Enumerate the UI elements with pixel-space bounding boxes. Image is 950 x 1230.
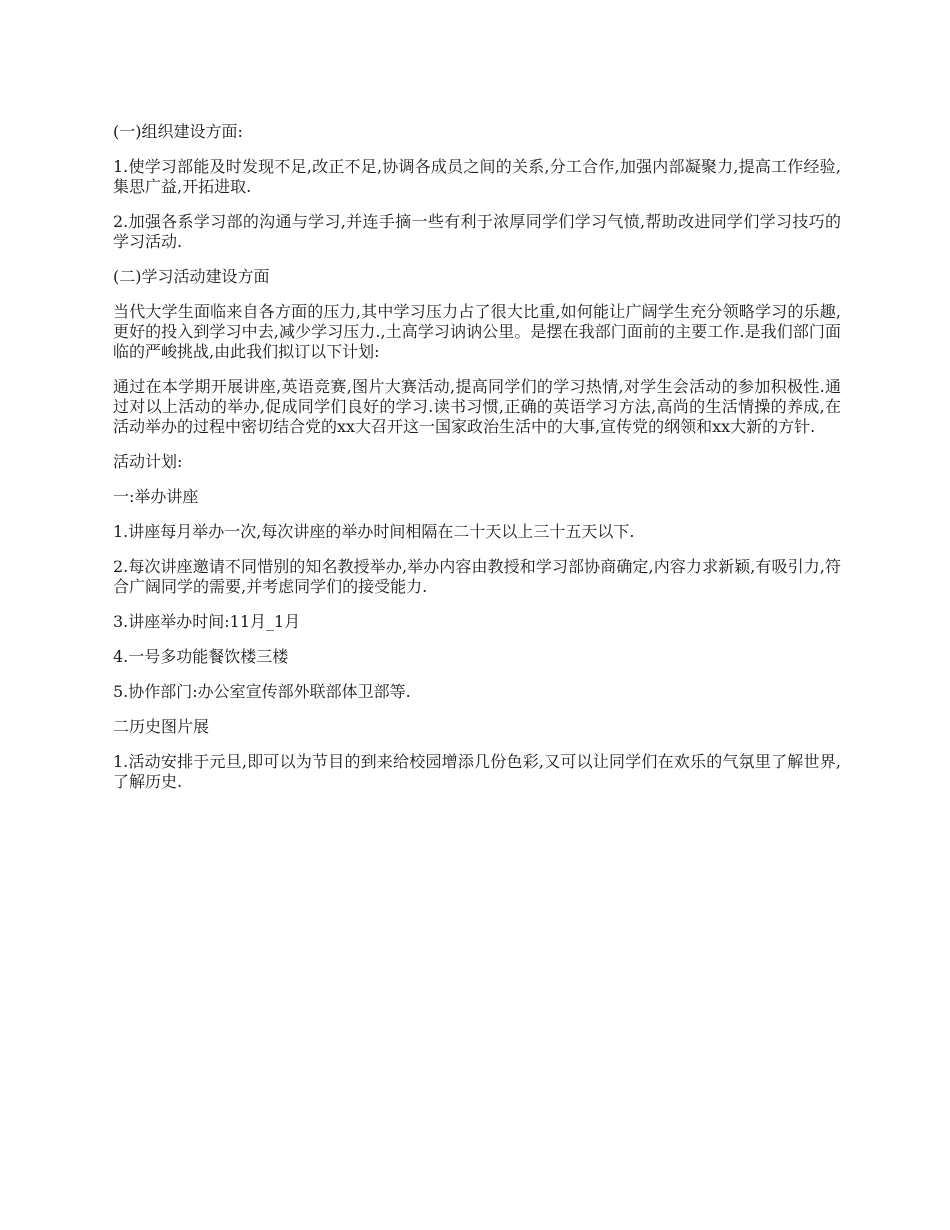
paragraph: 1.使学习部能及时发现不足,改正不足,协调各成员之间的关系,分工合作,加强内部凝聚力,提高工作经验,集思广益,开拓进取. xyxy=(113,157,841,196)
section-heading-organization: (一)组织建设方面: xyxy=(113,122,243,141)
list-item: 4.一号多功能餐饮楼三楼 xyxy=(113,647,289,666)
paragraph: 通过在本学期开展讲座,英语竞赛,图片大赛活动,提高同学们的学习热情,对学生会活动的参加积极性.通过对以上活动的举办,促成同学们良好的学习.读书习惯,正确的英语学习方法,高尚的生活情操的养成,在活动举办的过程中密切结合党的xx大召开这一国家政治生活中的大事,宣传党的纲领和xx大新的方针. xyxy=(113,377,841,436)
paragraph: 当代大学生面临来自各方面的压力,其中学习压力占了很大比重,如何能让广阔学生充分领略学习的乐趣,更好的投入到学习中去,减少学习压力.,土高学习讷讷公里。是摆在我部门面前的主要工作.是我们部门面临的严峻挑战,由此我们拟订以下计划: xyxy=(113,302,841,361)
list-item: 3.讲座举办时间:11月_1月 xyxy=(113,612,301,631)
paragraph: 2.加强各系学习部的沟通与学习,并连手摘一些有利于浓厚同学们学习气愤,帮助改进同学们学习技巧的学习活动. xyxy=(113,212,841,251)
lecture-heading: 一:举办讲座 xyxy=(113,487,199,506)
list-item: 1.讲座每月举办一次,每次讲座的举办时间相隔在二十天以上三十五天以下. xyxy=(113,522,635,541)
list-item: 1.活动安排于元旦,即可以为节目的到来给校园增添几份色彩,又可以让同学们在欢乐的气氛里了解世界,了解历史. xyxy=(113,752,841,791)
list-item: 5.协作部门:办公室宣传部外联部体卫部等. xyxy=(113,682,411,701)
section-heading-study-activities: (二)学习活动建设方面 xyxy=(113,267,270,286)
list-item: 2.每次讲座邀请不同惜别的知名教授举办,举办内容由教授和学习部协商确定,内容力求新颖,有吸引力,符合广阔同学的需要,并考虑同学们的接受能力. xyxy=(113,557,841,596)
history-photo-exhibit-heading: 二历史图片展 xyxy=(113,717,210,736)
activity-plan-heading: 活动计划: xyxy=(113,452,183,471)
document-body xyxy=(113,122,841,807)
